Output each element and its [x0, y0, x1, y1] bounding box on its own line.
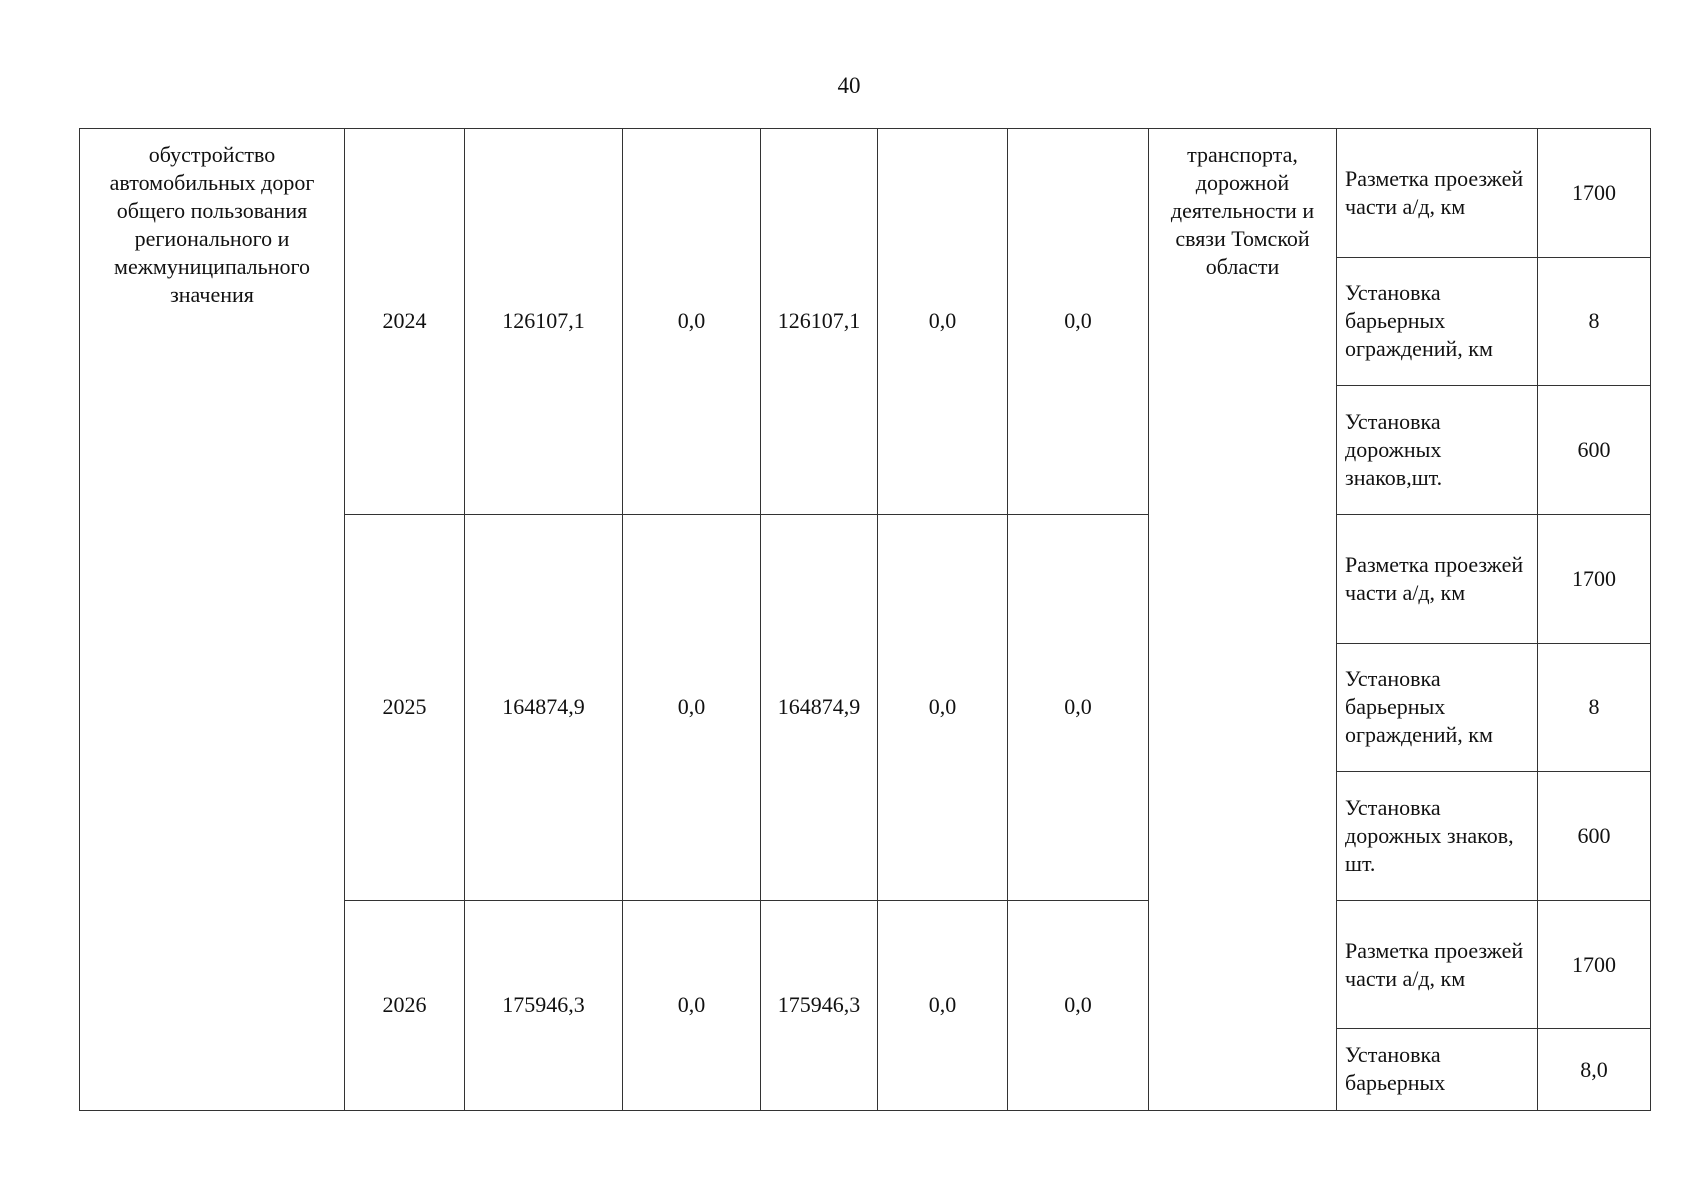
federal-funding-cell: 0,0: [623, 900, 761, 1110]
indicator-name-cell: Установка дорожных знаков,шт.: [1337, 386, 1538, 515]
indicator-name-cell: Разметка проезжей части а/д, км: [1337, 514, 1538, 643]
year-cell: 2026: [345, 900, 465, 1110]
program-table: [79, 128, 1651, 1111]
indicator-value-cell: 1700: [1538, 514, 1651, 643]
total-funding-cell: 126107,1: [465, 129, 623, 515]
federal-funding-cell: 0,0: [623, 514, 761, 900]
indicator-value-cell: 600: [1538, 386, 1651, 515]
local-funding-cell: 0,0: [878, 900, 1008, 1110]
other-funding-cell: 0,0: [1008, 900, 1149, 1110]
indicator-value-cell: 1700: [1538, 900, 1651, 1029]
indicator-value-cell: 600: [1538, 772, 1651, 901]
total-funding-cell: 164874,9: [465, 514, 623, 900]
regional-funding-cell: 126107,1: [761, 129, 878, 515]
regional-funding-cell: 164874,9: [761, 514, 878, 900]
indicator-value-cell: 8: [1538, 257, 1651, 386]
executor-cell: транспорта, дорожной деятельности и связи Томской области: [1149, 129, 1337, 1111]
year-cell: 2025: [345, 514, 465, 900]
table-row: [80, 129, 1651, 258]
indicator-name-cell: Установка барьерных ограждений, км: [1337, 257, 1538, 386]
other-funding-cell: 0,0: [1008, 129, 1149, 515]
indicator-name-cell: Установка барьерных ограждений, км: [1337, 643, 1538, 772]
indicator-name-cell: Разметка проезжей части а/д, км: [1337, 900, 1538, 1029]
regional-funding-cell: 175946,3: [761, 900, 878, 1110]
year-cell: 2024: [345, 129, 465, 515]
indicator-value-cell: 8,0: [1538, 1029, 1651, 1111]
indicator-name-cell: Установка барьерных: [1337, 1029, 1538, 1111]
page-number: 40: [837, 73, 861, 98]
indicator-value-cell: 8: [1538, 643, 1651, 772]
indicator-name-cell: Установка дорожных знаков, шт.: [1337, 772, 1538, 901]
indicator-value-cell: 1700: [1538, 129, 1651, 258]
total-funding-cell: 175946,3: [465, 900, 623, 1110]
activity-description-cell: обустройство автомобильных дорог общего пользования регионального и межмуниципального значения: [80, 129, 345, 1111]
local-funding-cell: 0,0: [878, 129, 1008, 515]
indicator-name-cell: Разметка проезжей части а/д, км: [1337, 129, 1538, 258]
local-funding-cell: 0,0: [878, 514, 1008, 900]
federal-funding-cell: 0,0: [623, 129, 761, 515]
other-funding-cell: 0,0: [1008, 514, 1149, 900]
